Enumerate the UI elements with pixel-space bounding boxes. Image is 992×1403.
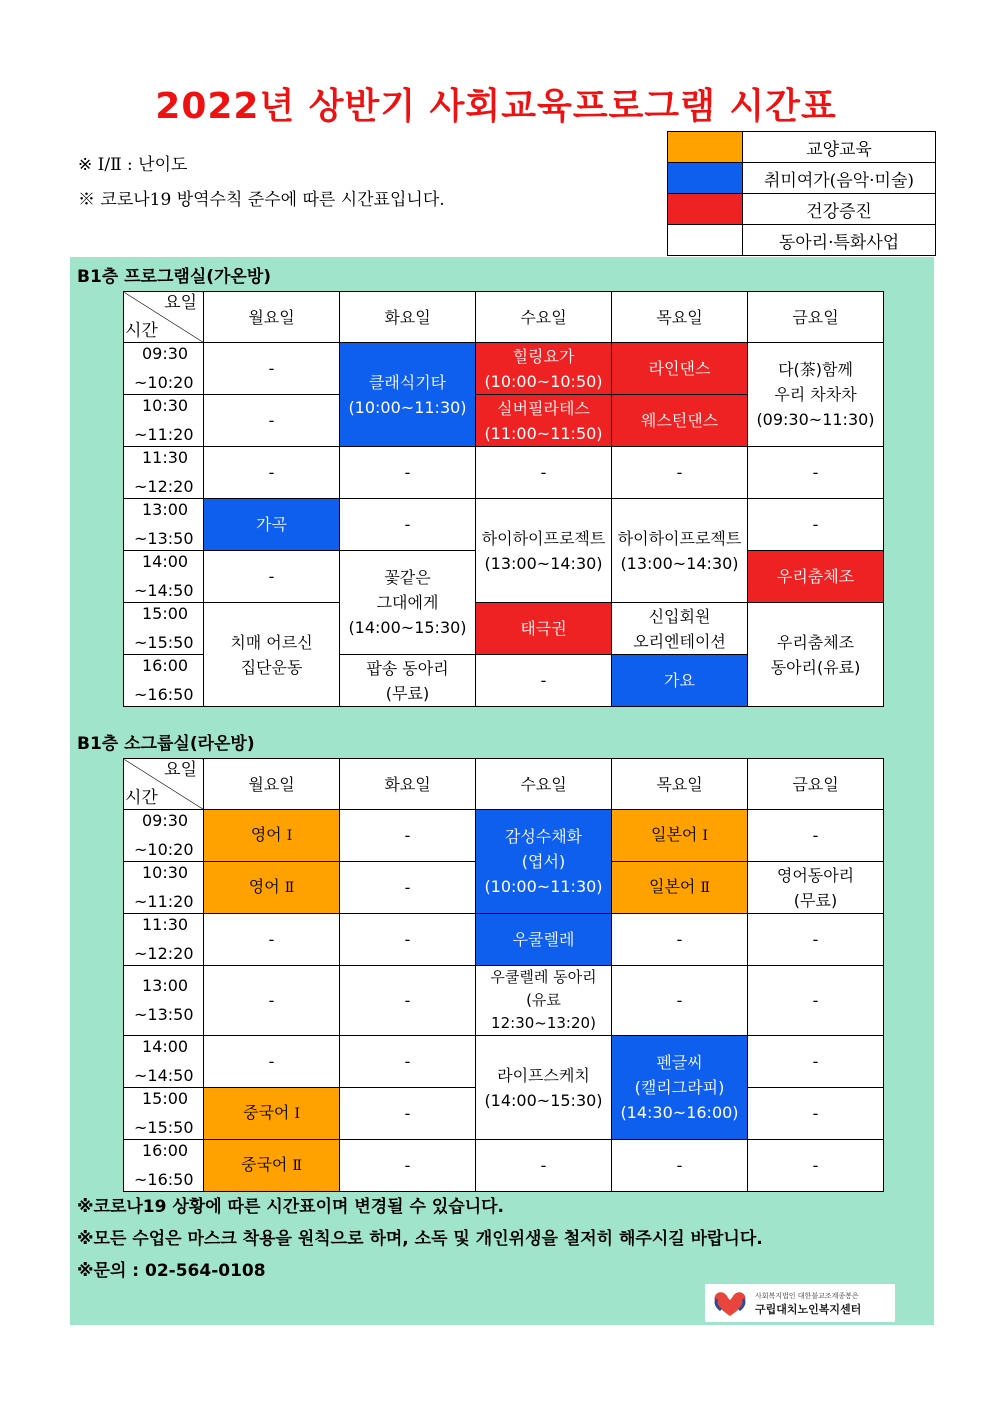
class-cell: -	[748, 499, 884, 551]
time-slot: 13:00 ~13:50	[124, 966, 204, 1036]
logo-org: 사회복지법인 대한불교조계종봉은	[755, 1292, 859, 1300]
class-cell-line-dance: 라인댄스	[612, 343, 748, 395]
footer-contact: ※문의 : 02-564-0108	[77, 1261, 266, 1281]
class-cell: -	[612, 447, 748, 499]
corner-day-label: 요일	[164, 760, 197, 780]
class-cell-flower-like-you: 꽃같은 그대에게 (14:00~15:30)	[340, 551, 476, 655]
legend-label-culture: 교양교육	[743, 132, 936, 163]
class-cell: -	[340, 1140, 476, 1192]
header-wednesday: 수요일	[476, 292, 612, 343]
header-wednesday: 수요일	[476, 759, 612, 810]
class-cell-ukulele: 우쿨렐레	[476, 914, 612, 966]
time-slot: 16:00 ~16:50	[124, 655, 204, 707]
time-slot: 15:00 ~15:50	[124, 603, 204, 655]
legend-label-health: 건강증진	[743, 194, 936, 225]
header-thursday: 목요일	[612, 292, 748, 343]
note-covid: ※ 코로나19 방역수칙 준수에 따른 시간표입니다.	[78, 190, 445, 210]
class-cell-silver-pilates: 실버필라테스 (11:00~11:50)	[476, 395, 612, 447]
class-cell: -	[612, 966, 748, 1036]
footer-note-change: ※코로나19 상황에 따른 시간표이며 변경될 수 있습니다.	[77, 1197, 505, 1217]
section-title-raon: B1층 소그룹실(라온방)	[77, 734, 255, 754]
class-cell-taekwondo: 태극권	[476, 603, 612, 655]
class-cell: -	[340, 447, 476, 499]
class-cell: -	[748, 810, 884, 862]
class-cell-western-dance: 웨스턴댄스	[612, 395, 748, 447]
class-cell: -	[748, 914, 884, 966]
class-cell: -	[204, 395, 340, 447]
class-cell: -	[748, 1036, 884, 1088]
time-slot: 10:30 ~11:20	[124, 395, 204, 447]
class-cell: -	[748, 1140, 884, 1192]
corner-day-label: 요일	[164, 293, 197, 313]
time-slot: 11:30 ~12:20	[124, 914, 204, 966]
class-cell-hihi-project-thu: 하이하이프로젝트 (13:00~14:30)	[612, 499, 748, 603]
class-cell: -	[340, 810, 476, 862]
class-cell-watercolor: 감성수채화 (엽서) (10:00~11:30)	[476, 810, 612, 914]
class-cell: -	[340, 499, 476, 551]
time-slot: 09:30 ~10:20	[124, 810, 204, 862]
class-cell: -	[340, 862, 476, 914]
corner-time-label: 시간	[125, 321, 158, 341]
class-cell: -	[340, 966, 476, 1036]
header-monday: 월요일	[204, 292, 340, 343]
legend-swatch-club	[668, 225, 743, 256]
timetable-gaon	[123, 291, 884, 707]
class-cell-english-1: 영어 Ⅰ	[204, 810, 340, 862]
class-cell-calligraphy: 펜글씨 (캘리그라피) (14:30~16:00)	[612, 1036, 748, 1140]
footer-note-mask: ※모든 수업은 마스크 착용을 원칙으로 하며, 소독 및 개인위생을 철저히 해주시길 바랍니다.	[77, 1229, 763, 1249]
legend-label-club: 동아리·특화사업	[743, 225, 936, 256]
class-cell-orientation: 신입회원 오리엔테이션	[612, 603, 748, 655]
class-cell-english-2: 영어 Ⅱ	[204, 862, 340, 914]
class-cell-life-sketch: 라이프스케치 (14:00~15:30)	[476, 1036, 612, 1140]
class-cell-art-song: 가곡	[204, 499, 340, 551]
section-title-gaon: B1층 프로그램실(가온방)	[77, 267, 272, 287]
class-cell-japanese-1: 일본어 Ⅰ	[612, 810, 748, 862]
class-cell: -	[476, 1140, 612, 1192]
class-cell: -	[476, 655, 612, 707]
header-thursday: 목요일	[612, 759, 748, 810]
class-cell: -	[204, 551, 340, 603]
class-cell: -	[204, 447, 340, 499]
header-corner	[124, 292, 204, 343]
legend-label-hobby: 취미여가(음악·미술)	[743, 163, 936, 194]
time-slot: 11:30 ~12:20	[124, 447, 204, 499]
legend-swatch-health	[668, 194, 743, 225]
page-title: 2022년 상반기 사회교육프로그램 시간표	[155, 86, 837, 127]
time-slot: 14:00 ~14:50	[124, 551, 204, 603]
class-cell: -	[748, 966, 884, 1036]
header-corner	[124, 759, 204, 810]
time-slot: 13:00 ~13:50	[124, 499, 204, 551]
time-slot: 14:00 ~14:50	[124, 1036, 204, 1088]
time-slot: 09:30 ~10:20	[124, 343, 204, 395]
class-cell: -	[204, 1036, 340, 1088]
class-cell: -	[748, 1088, 884, 1140]
class-cell: -	[476, 447, 612, 499]
class-cell: -	[340, 1036, 476, 1088]
class-cell-english-club: 영어동아리 (무료)	[748, 862, 884, 914]
class-cell-classical-guitar: 클래식기타 (10:00~11:30)	[340, 343, 476, 447]
corner-time-label: 시간	[125, 788, 158, 808]
time-slot: 10:30 ~11:20	[124, 862, 204, 914]
heart-logo-icon	[705, 1284, 755, 1322]
class-cell: -	[204, 966, 340, 1036]
class-cell-chinese-2: 중국어 Ⅱ	[204, 1140, 340, 1192]
class-cell-ukulele-club: 우쿨렐레 동아리 (유료 12:30~13:20)	[476, 966, 612, 1036]
class-cell-hihi-project-wed: 하이하이프로젝트 (13:00~14:30)	[476, 499, 612, 603]
logo-center-name: 구립대치노인복지센터	[755, 1303, 862, 1316]
center-logo	[705, 1284, 895, 1322]
class-cell: -	[612, 1140, 748, 1192]
legend-swatch-hobby	[668, 163, 743, 194]
class-cell-dementia-exercise: 치매 어르신 집단운동	[204, 603, 340, 707]
header-friday: 금요일	[748, 759, 884, 810]
class-cell-dance-club: 우리춤체조 동아리(유료)	[748, 603, 884, 707]
class-cell-japanese-2: 일본어 Ⅱ	[612, 862, 748, 914]
class-cell-healing-yoga: 힐링요가 (10:00~10:50)	[476, 343, 612, 395]
class-cell-tea: 다(茶)함께 우리 차차차 (09:30~11:30)	[748, 343, 884, 447]
class-cell-korean-dance-exercise: 우리춤체조	[748, 551, 884, 603]
header-monday: 월요일	[204, 759, 340, 810]
timetable-raon	[123, 758, 884, 1192]
class-cell: -	[204, 914, 340, 966]
note-difficulty: ※ Ⅰ/Ⅱ : 난이도	[78, 155, 188, 175]
time-slot: 16:00 ~16:50	[124, 1140, 204, 1192]
class-cell-chinese-1: 중국어 Ⅰ	[204, 1088, 340, 1140]
header-tuesday: 화요일	[340, 292, 476, 343]
time-slot: 15:00 ~15:50	[124, 1088, 204, 1140]
class-cell: -	[340, 914, 476, 966]
class-cell: -	[612, 914, 748, 966]
class-cell: -	[748, 447, 884, 499]
header-friday: 금요일	[748, 292, 884, 343]
class-cell-pop-song-club: 팝송 동아리 (무료)	[340, 655, 476, 707]
class-cell: -	[204, 343, 340, 395]
class-cell: -	[340, 1088, 476, 1140]
header-tuesday: 화요일	[340, 759, 476, 810]
legend-table	[667, 131, 936, 256]
class-cell-kpop-songs: 가요	[612, 655, 748, 707]
legend-swatch-culture	[668, 132, 743, 163]
